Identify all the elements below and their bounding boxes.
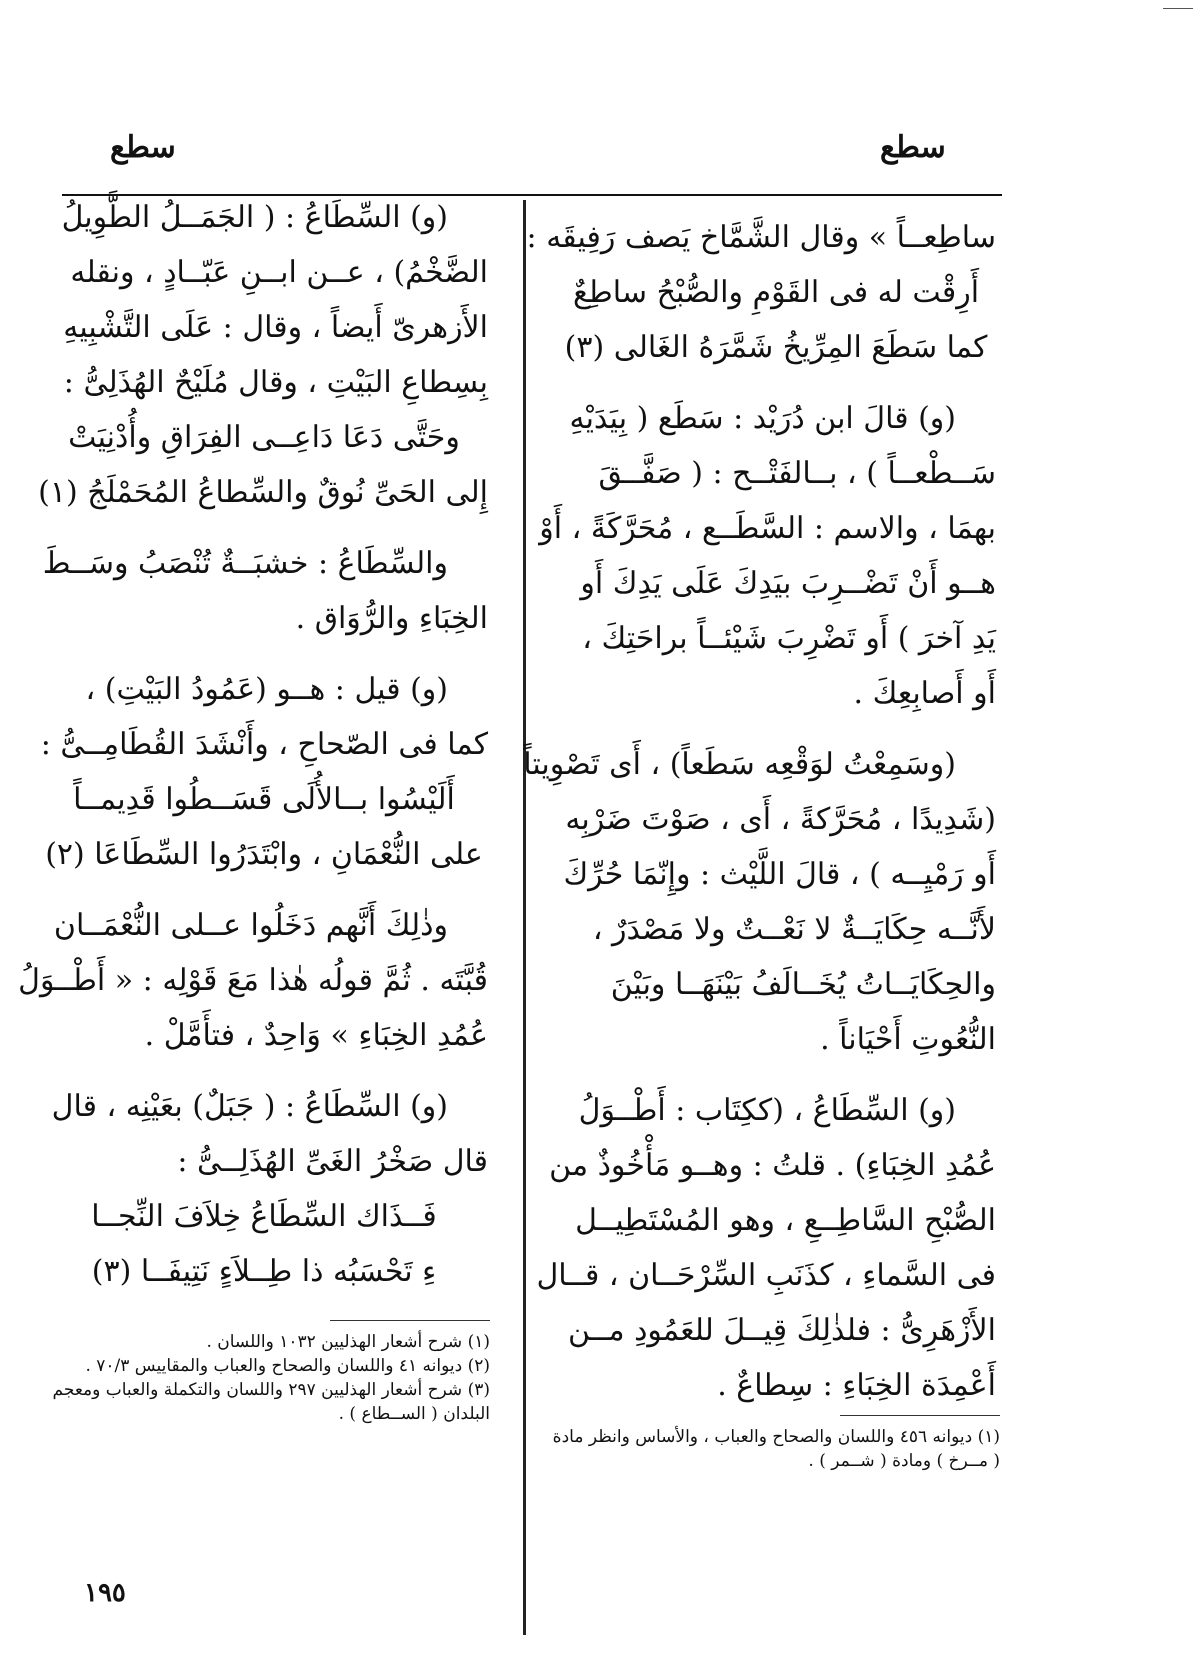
- headword-right: سطع: [880, 130, 946, 165]
- verse-line: ءِ تَحْسَبُه ذا طِــلاَءٍ نَتِيفَــا (٣): [91, 1254, 437, 1289]
- text-line: وذٰلِكَ أَنَّهم دَخَلُوا عــلى النُّعْمَــان: [53, 908, 448, 943]
- text-line: أَو أَصابِعِكَ .: [853, 676, 996, 711]
- text-line: (و) السِّطَاعُ ، (ككِتَاب : أَطْــوَلُ: [578, 1093, 956, 1128]
- text-line: والحِكَايَــاتُ يُخَــالَفُ بَيْنَهَــا وبَيْنَ: [610, 967, 996, 1002]
- verse-line: أَلَيْسُوا بــالأُلَى قَسَــطُوا قَدِيمــاً: [73, 782, 455, 817]
- text-line: سَــطْعــاً ) ، بــالفَتْــح : ( صَفَّــقَ: [598, 456, 996, 491]
- text-line: عُمُدِ الخِبَاءِ) . قلتُ : وهــو مَأْخُوذٌ من: [549, 1148, 996, 1183]
- text-line: ساطِعــاً » وقال الشَّمَّاخ يَصف رَفِيقَه :: [526, 220, 996, 255]
- text-line: النُّعُوتِ أَحْيَاناً .: [820, 1022, 996, 1057]
- text-line: الصُّبْحِ السَّاطِــعِ ، وهو المُسْتَطِيــل: [575, 1203, 996, 1238]
- verse-line: أَرِقْت له فى القَوْمِ والصُّبْحُ ساطِعٌ: [572, 275, 980, 310]
- verse-line: كما سَطَعَ المِرِّيخُ شَمَّرَهُ الغَالى (٣): [564, 330, 988, 365]
- right-column: [523, 210, 996, 1413]
- footnote-separator-left: [330, 1320, 490, 1321]
- verse-line: فَــذَاك السِّطَاعُ خِلاَفَ النِّجــا: [91, 1199, 437, 1234]
- headword-left: سطع: [110, 130, 176, 165]
- page-header: [0, 130, 1193, 180]
- verse-line: وحَتَّى دَعَا دَاعِــى الفِرَاقِ وأُدْنِيَتْ: [68, 420, 460, 455]
- text-line: أَو رَمْيِــه ) ، قالَ اللَّيْث : وإِنّمَا حُرِّكَ: [563, 857, 996, 892]
- footnote: (٢) ديوانه ٤١ واللسان والصحاح والعباب والمقاييس ٧٠/٣ .: [85, 1356, 490, 1376]
- verse-line: إِلى الحَىِّ نُوقٌ والسِّطاعُ المُحَمْلَجُ (١): [38, 475, 488, 510]
- text-line: بِسِطاعِ البَيْتِ ، وقال مُلَيْحٌ الهُذَلِىُّ :: [63, 365, 488, 400]
- left-column: [18, 190, 488, 1299]
- text-line: الأَزهرىّ أَيضاً ، وقال : عَلَى التَّشْبِيهِ: [63, 310, 488, 345]
- text-line: أَعْمِدَة الخِبَاءِ : سِطاعٌ .: [717, 1368, 996, 1403]
- text-line: بهمَا ، والاسم : السَّطَــع ، مُحَرَّكَةً ، أَوْ: [539, 511, 996, 546]
- text-line: كما فى الصّحاحِ ، وأَنْشَدَ القُطَامِــىُّ :: [40, 727, 488, 762]
- text-line: (و) قيل : هــو (عَمُودُ البَيْتِ) ،: [85, 672, 448, 707]
- text-line: لأَنَّــه حِكَايَــةٌ لا نَعْــتٌ ولا مَصْدَرٌ ،: [592, 912, 996, 947]
- text-line: (و) قالَ ابن دُرَيْد : سَطَع ( بِيَدَيْهِ: [569, 401, 956, 436]
- footnote: (١) ديوانه ٤٥٦ واللسان والصحاح والعباب ، والأساس وانظر مادة ( مــرخ ) ومادة ( شــمر ) .: [552, 1427, 1000, 1471]
- text-line: يَدِ آخرَ ) أَو تَضْرِبَ شَيْئــاً براحَتِكَ ،: [582, 621, 996, 656]
- text-line: فى السَّماءِ ، كذَنَبِ السِّرْحَــان ، قــال: [536, 1258, 996, 1293]
- text-line: الخِبَاءِ والرُّوَاق .: [295, 601, 488, 636]
- text-line: الأَزْهَرِىُّ : فلذٰلِكَ قِيــلَ للعَمُودِ مــن: [568, 1313, 996, 1348]
- footnote: (١) شرح أشعار الهذليين ١٠٣٢ واللسان .: [206, 1332, 490, 1352]
- verse-line: على النُّعْمَانِ ، وابْتَدَرُوا السِّطَاعَا (٢): [45, 837, 483, 872]
- footnotes-left: [40, 1330, 490, 1426]
- text-line: الضَّخْمُ) ، عــن ابــنِ عَبّــادٍ ، ونقله: [70, 255, 488, 290]
- corner-mark: [1163, 8, 1193, 9]
- text-line: (و) السِّطَاعُ : ( جَبَلٌ) بعَيْنِه ، قال: [51, 1089, 448, 1124]
- footnote-separator-right: [840, 1415, 1000, 1416]
- footnotes-right: [545, 1425, 1000, 1473]
- text-line: عُمُدِ الخِبَاءِ » وَاحِدٌ ، فتأَمَّلْ .: [144, 1018, 488, 1053]
- page-number: ١٩٥: [84, 1578, 126, 1608]
- column-divider: [523, 200, 526, 1635]
- text-line: (وسَمِعْتُ لوَقْعِه سَطَعاً) ، أَى تَصْوِيتاً: [523, 747, 956, 782]
- text-line: قُبَّتَه . ثُمَّ قولُه هٰذا مَعَ قَوْلِه : « أَطْــوَلُ: [18, 963, 488, 998]
- text-line: قال صَخْرُ الغَىِّ الهُذَلِــىُّ :: [177, 1144, 488, 1179]
- text-line: والسِّطَاعُ : خشبَــةٌ تُنْصَبُ وسَــطَ: [42, 546, 448, 581]
- text-line: (و) السِّطَاعُ : ( الجَمَــلُ الطَّوِيلُ: [61, 200, 448, 235]
- footnote: (٣) شرح أشعار الهذليين ٢٩٧ واللسان والتكملة والعباب ومعجم البلدان ( الســطاع ) .: [52, 1380, 490, 1424]
- text-line: (شَدِيدًا ، مُحَرَّكةً ، أَى ، صَوْتَ ضَرْبِه: [565, 802, 996, 837]
- text-line: هــو أَنْ تَضْــرِبَ بيَدِكَ عَلَى يَدِكَ أَو: [580, 566, 996, 601]
